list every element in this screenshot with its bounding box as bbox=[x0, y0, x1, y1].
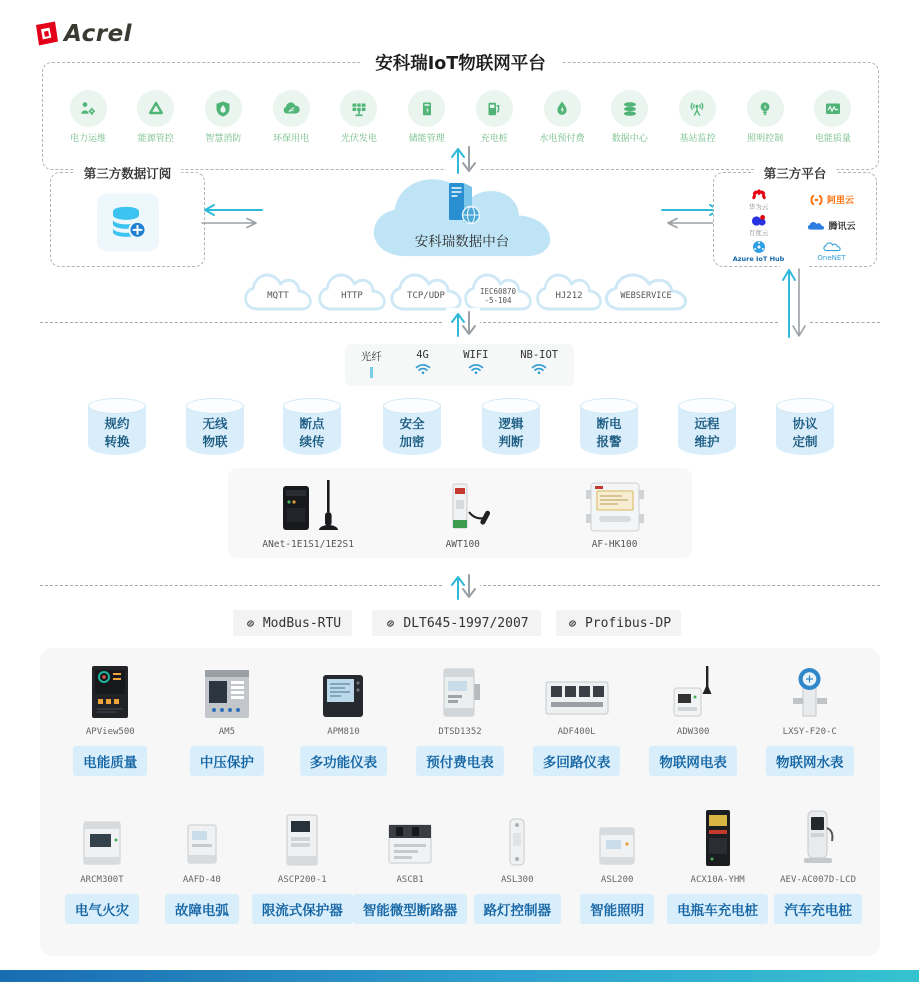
wifi-icon bbox=[414, 361, 432, 375]
device-row-1 bbox=[52, 658, 868, 776]
device-category-chip: 汽车充电桩 bbox=[774, 894, 862, 924]
brand-name: Acrel bbox=[64, 20, 133, 47]
third-party-subscription-box bbox=[50, 166, 205, 267]
separator-line bbox=[40, 322, 442, 323]
gateway-awt100-image bbox=[423, 478, 503, 536]
gateway-anet-image bbox=[265, 478, 351, 536]
app-ev-charging: 充电桩 bbox=[463, 90, 525, 144]
arrows-subscription-cloud bbox=[198, 202, 264, 232]
prepaid-icon bbox=[544, 90, 581, 127]
third-party-box-title: 第三方平台 bbox=[754, 164, 837, 182]
app-energy-mgmt: 能源管控 bbox=[125, 90, 187, 144]
device-image bbox=[278, 806, 326, 868]
protocol-cloud-mqtt: MQTT bbox=[242, 270, 314, 316]
database-plus-icon bbox=[97, 193, 159, 251]
device-card: LXSY-F20-C 物联网水表 bbox=[751, 658, 868, 776]
connectivity-fiber: 光纤 bbox=[361, 349, 382, 378]
separator-line bbox=[810, 322, 880, 323]
eco-power-icon bbox=[273, 90, 310, 127]
device-category-chip: 多功能仪表 bbox=[300, 746, 388, 776]
device-category-chip: 多回路仪表 bbox=[533, 746, 621, 776]
data-center-cloud bbox=[364, 168, 560, 272]
device-card: ASL200 智能照明 bbox=[567, 806, 667, 924]
azure-logo-icon bbox=[752, 240, 766, 254]
device-category-chip: 电瓶车充电桩 bbox=[667, 894, 768, 924]
device-image bbox=[593, 806, 641, 868]
lighting-icon bbox=[747, 90, 784, 127]
protocol-cloud-iec60870: IEC60870 -5-104 bbox=[462, 270, 534, 316]
device-image bbox=[697, 806, 739, 868]
power-quality-icon bbox=[814, 90, 851, 127]
separator-line bbox=[40, 585, 442, 586]
device-card: ACX10A-YHM 电瓶车充电桩 bbox=[667, 806, 768, 924]
feature-custom-protocol: 协议 定制 bbox=[776, 398, 834, 455]
gateway-awt100: AWT100 bbox=[423, 478, 503, 550]
connectivity-wifi: WIFI bbox=[463, 349, 488, 375]
device-card: ASL300 路灯控制器 bbox=[467, 806, 567, 924]
app-datacenter: 数据中心 bbox=[599, 90, 661, 144]
device-card: AM5 中压保护 bbox=[169, 658, 286, 776]
pv-icon bbox=[340, 90, 377, 127]
device-image bbox=[383, 806, 437, 868]
device-image bbox=[666, 658, 720, 720]
connectivity-box bbox=[345, 344, 574, 386]
feature-breakpoint-resume: 断点 续传 bbox=[283, 398, 341, 455]
device-card: ASCP200-1 限流式保护器 bbox=[252, 806, 353, 924]
device-category-chip: 物联网电表 bbox=[649, 746, 737, 776]
device-card: AEV-AC007D-LCD 汽车充电桩 bbox=[768, 806, 868, 924]
device-row-2 bbox=[52, 806, 868, 924]
baidu-logo-icon bbox=[750, 214, 768, 227]
protocol-cloud-hj212: HJ212 bbox=[534, 270, 604, 316]
power-ops-icon bbox=[70, 90, 107, 127]
device-card: ADW300 物联网电表 bbox=[635, 658, 752, 776]
app-power-quality: 电能质量 bbox=[802, 90, 864, 144]
feature-protocol-conversion: 规约 转换 bbox=[88, 398, 146, 455]
device-image bbox=[179, 806, 225, 868]
updown-arrows-cloud-edge bbox=[446, 308, 480, 340]
app-lighting: 照明控制 bbox=[734, 90, 796, 144]
gateway-anet: ANet-1E1S1/1E2S1 bbox=[262, 478, 354, 550]
device-card: APM810 多功能仪表 bbox=[285, 658, 402, 776]
device-category-chip: 限流式保护器 bbox=[252, 894, 353, 924]
separator-line bbox=[478, 585, 880, 586]
provider-tencent-cloud: 腾讯云 bbox=[795, 214, 868, 237]
device-category-chip: 物联网水表 bbox=[766, 746, 854, 776]
separator-line bbox=[478, 322, 778, 323]
device-image bbox=[84, 658, 136, 720]
gateway-devices-box bbox=[228, 468, 692, 558]
application-icons-row bbox=[43, 90, 878, 144]
device-card: AAFD-40 故障电弧 bbox=[152, 806, 252, 924]
third-party-platform-box bbox=[713, 166, 877, 267]
footer-bar bbox=[0, 970, 919, 982]
protocol-cloud-http: HTTP bbox=[316, 270, 388, 316]
brand-logo bbox=[34, 20, 132, 47]
device-image bbox=[318, 658, 368, 720]
link-icon bbox=[244, 617, 257, 630]
link-icon bbox=[566, 617, 579, 630]
ev-charging-icon bbox=[476, 90, 513, 127]
device-image bbox=[77, 806, 127, 868]
subscription-box-title: 第三方数据订阅 bbox=[74, 164, 182, 182]
huawei-logo-icon bbox=[750, 188, 768, 201]
basestation-icon bbox=[679, 90, 716, 127]
device-category-chip: 故障电弧 bbox=[165, 894, 239, 924]
device-image bbox=[789, 658, 831, 720]
device-category-chip: 路灯控制器 bbox=[474, 894, 562, 924]
device-image bbox=[199, 658, 255, 720]
provider-alibaba-cloud: 阿里云 bbox=[795, 188, 868, 211]
server-icon bbox=[441, 180, 483, 226]
provider-onenet: OneNET bbox=[795, 240, 868, 263]
device-category-chip: 电能质量 bbox=[73, 746, 147, 776]
feature-encryption: 安全 加密 bbox=[383, 398, 441, 455]
provider-baidu-cloud: 百度云 bbox=[722, 214, 795, 237]
device-card: ASCB1 智能微型断路器 bbox=[353, 806, 468, 924]
bus-protocol-dlt645: DLT645-1997/2007 bbox=[372, 610, 541, 636]
device-card: ARCM300T 电气火灾 bbox=[52, 806, 152, 924]
app-basestation: 基站监控 bbox=[666, 90, 728, 144]
device-category-chip: 中压保护 bbox=[190, 746, 264, 776]
device-catalog-box bbox=[40, 648, 880, 956]
device-category-chip: 电气火灾 bbox=[65, 894, 139, 924]
device-category-chip: 智能微型断路器 bbox=[353, 894, 468, 924]
feature-wireless-iot: 无线 物联 bbox=[186, 398, 244, 455]
device-category-chip: 智能照明 bbox=[580, 894, 654, 924]
datacenter-icon bbox=[611, 90, 648, 127]
gateway-afhk100: AF-HK100 bbox=[572, 478, 658, 550]
wifi-icon bbox=[530, 361, 548, 375]
alibaba-logo-icon bbox=[809, 194, 824, 206]
device-image bbox=[501, 806, 533, 868]
app-storage: 储能管理 bbox=[396, 90, 458, 144]
link-icon bbox=[384, 617, 397, 630]
device-image bbox=[544, 658, 610, 720]
connectivity-nbiot: NB-IOT bbox=[520, 349, 558, 375]
wifi-icon bbox=[467, 361, 485, 375]
data-center-label: 安科瑞数据中台 bbox=[414, 234, 510, 250]
provider-azure-iot-hub: Azure IoT Hub bbox=[722, 240, 795, 263]
app-prepaid: 水电预付费 bbox=[531, 90, 593, 144]
storage-icon bbox=[408, 90, 445, 127]
onenet-logo-icon bbox=[823, 241, 841, 253]
app-power-ops: 电力运维 bbox=[57, 90, 119, 144]
feature-logic-judgement: 逻辑 判断 bbox=[482, 398, 540, 455]
acrel-logo-icon bbox=[34, 20, 60, 47]
updown-arrows-device-edge bbox=[446, 571, 480, 603]
page-title: 安科瑞IoT物联网平台 bbox=[359, 50, 561, 75]
protocol-cloud-webservice: WEBSERVICE bbox=[602, 270, 690, 316]
feature-remote-maintenance: 远程 维护 bbox=[678, 398, 736, 455]
connectivity-4g: 4G bbox=[414, 349, 432, 375]
device-card: DTSD1352 预付费电表 bbox=[402, 658, 519, 776]
app-pv: 光伏发电 bbox=[328, 90, 390, 144]
device-category-chip: 预付费电表 bbox=[416, 746, 504, 776]
device-card: APView500 电能质量 bbox=[52, 658, 169, 776]
app-eco-power: 环保用电 bbox=[260, 90, 322, 144]
feature-outage-alarm: 断电 报警 bbox=[580, 398, 638, 455]
fire-safety-icon bbox=[205, 90, 242, 127]
protocol-cloud-tcpudp: TCP/UDP bbox=[388, 270, 464, 316]
device-image bbox=[798, 806, 838, 868]
bus-protocol-profibus: Profibus-DP bbox=[556, 610, 681, 636]
vertical-arrows-thirdparty bbox=[780, 266, 808, 340]
app-fire-safety: 智慧消防 bbox=[192, 90, 254, 144]
provider-huawei-cloud: 华为云 bbox=[722, 188, 795, 211]
device-image bbox=[436, 658, 484, 720]
device-card: ADF400L 多回路仪表 bbox=[518, 658, 635, 776]
bus-protocol-modbus: ModBus-RTU bbox=[233, 610, 352, 636]
gateway-afhk100-image bbox=[572, 478, 658, 536]
provider-grid bbox=[714, 173, 876, 267]
tencent-logo-icon bbox=[807, 220, 825, 232]
fiber-icon bbox=[370, 367, 373, 378]
energy-mgmt-icon bbox=[137, 90, 174, 127]
